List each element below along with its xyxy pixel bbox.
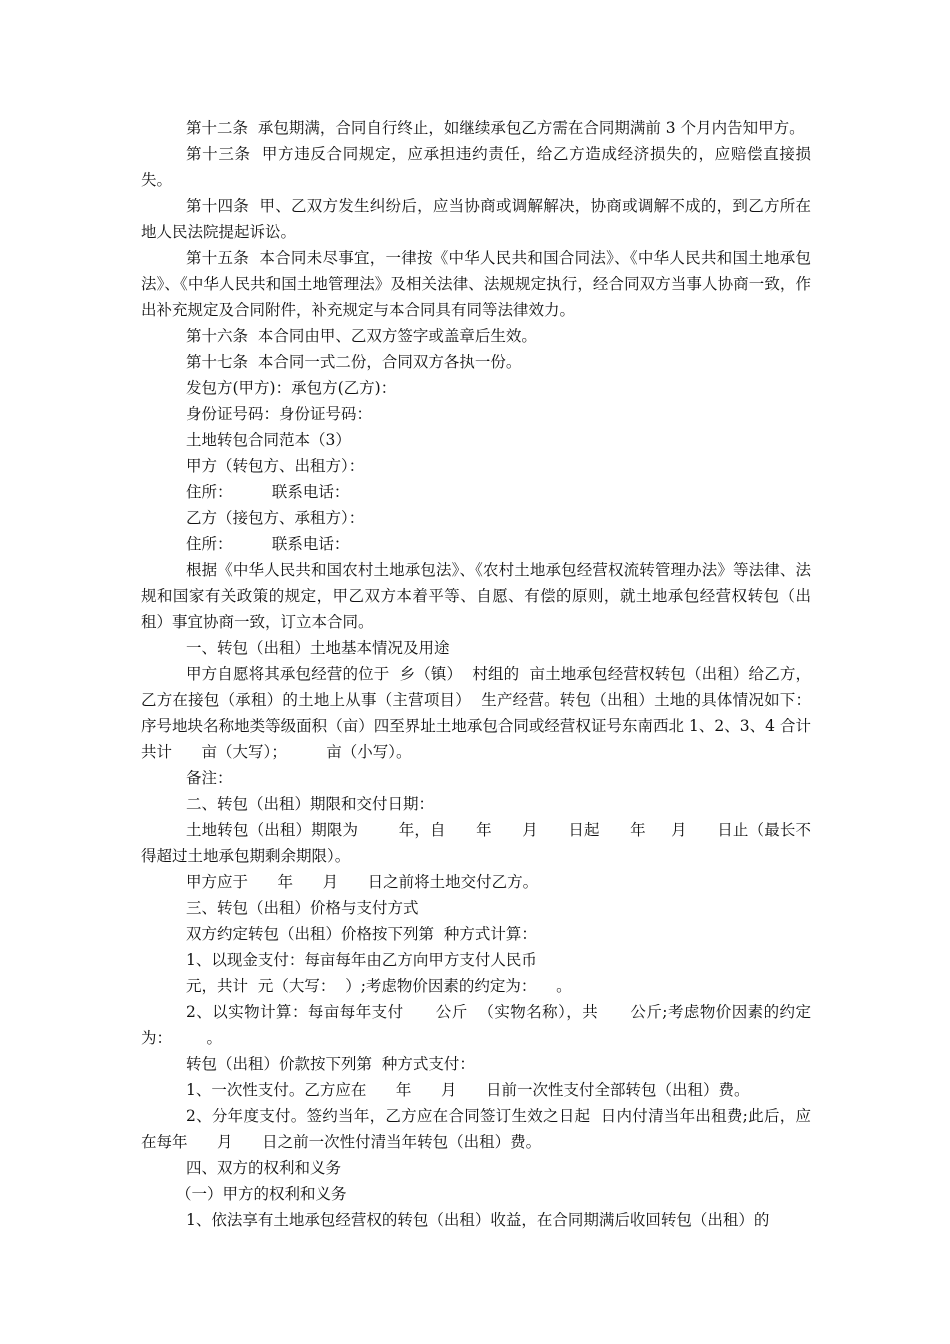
article-14: 第十四条 甲、乙双方发生纠纷后，应当协商或调解解决，协商或调解不成的，到乙方所在地人民法院提起诉讼。: [141, 197, 811, 241]
article-17: 第十七条 本合同一式二份，合同双方各执一份。: [186, 353, 522, 371]
preamble: 根据《中华人民共和国农村土地承包法》、《农村土地承包经营权流转管理办法》等法律、法规和国家有关政策的规定，甲乙双方本着平等、自愿、有偿的原则，就土地承包经营权转包（出租）事宜协商一致，订立本合同。: [141, 561, 811, 631]
article-15: 第十五条 本合同未尽事宜，一律按《中华人民共和国合同法》、《中华人民共和国土地承包法》、《中华人民共和国土地管理法》及相关法律、法规规定执行，经合同双方当事人协商一致，作出补充规定及合同附件，补充规定与本合同具有同等法律效力。: [141, 249, 811, 319]
remarks-line: 备注：: [186, 769, 233, 787]
cash-total-paragraph: 元，共计 元（大写： ）;考虑物价因素的约定为： 。: [186, 977, 572, 995]
template-title: 土地转包合同范本（3）: [186, 431, 351, 449]
annual-payment-paragraph: 2、分年度支付。签约当年，乙方应在合同签订生效之日起 日内付清当年出租费;此后，应在每年 月 日之前一次性付清当年转包（出租）费。: [141, 1107, 811, 1151]
party-a-address-line: 住所： 联系电话：: [186, 483, 350, 501]
section-1-body: 甲方自愿将其承包经营的位于 乡（镇） 村组的 亩土地承包经营权转包（出租）给乙方，乙方在接包（承租）的土地上从事（主营项目） 生产经营。转包（出租）土地的具体情况如下：序号地块名称地类等级面积（亩）四至界址土地承包合同或经营权证号东南西北 1、2、3、4 合计共计 亩（大写）； 亩（小写）。: [141, 665, 811, 761]
party-b-address-line: 住所： 联系电话：: [186, 535, 350, 553]
price-method-paragraph: 双方约定转包（出租）价格按下列第 种方式计算：: [186, 925, 537, 943]
in-kind-payment-paragraph: 2、以实物计算：每亩每年支付 公斤 （实物名称），共 公斤;考虑物价因素的约定为： 。: [141, 1003, 811, 1047]
payment-method-paragraph: 转包（出租）价款按下列第 种方式支付：: [186, 1055, 475, 1073]
document-body: [141, 115, 811, 1233]
section-3-heading: 三、转包（出租）价格与支付方式: [186, 899, 419, 917]
signature-parties-line: 发包方(甲方)：承包方(乙方)：: [186, 379, 397, 397]
party-a-line: 甲方（转包方、出租方）：: [186, 457, 365, 475]
delivery-date-paragraph: 甲方应于 年 月 日之前将土地交付乙方。: [186, 873, 539, 891]
article-16: 第十六条 本合同由甲、乙双方签字或盖章后生效。: [186, 327, 537, 345]
subsection-1-heading: （一）甲方的权利和义务: [176, 1185, 347, 1203]
party-a-rights-paragraph: 1、依法享有土地承包经营权的转包（出租）收益，在合同期满后收回转包（出租）的: [186, 1211, 770, 1229]
section-4-heading: 四、双方的权利和义务: [186, 1159, 342, 1177]
party-b-line: 乙方（接包方、承租方）：: [186, 509, 365, 527]
term-paragraph: 土地转包（出租）期限为 年，自 年 月 日起 年 月 日止（最长不得超过土地承包期剩余期限）。: [141, 821, 811, 865]
section-2-heading: 二、转包（出租）期限和交付日期：: [186, 795, 435, 813]
id-number-line: 身份证号码：身份证号码：: [186, 405, 373, 423]
section-1-heading: 一、转包（出租）土地基本情况及用途: [186, 639, 450, 657]
cash-payment-paragraph: 1、以现金支付：每亩每年由乙方向甲方支付人民币: [186, 951, 537, 969]
lump-sum-payment-paragraph: 1、一次性支付。乙方应在 年 月 日前一次性支付全部转包（出租）费。: [186, 1081, 750, 1099]
article-12: 第十二条 承包期满，合同自行终止，如继续承包乙方需在合同期满前 3 个月内告知甲方。: [186, 119, 805, 137]
article-13: 第十三条 甲方违反合同规定，应承担违约责任，给乙方造成经济损失的，应赔偿直接损失。: [141, 145, 811, 189]
